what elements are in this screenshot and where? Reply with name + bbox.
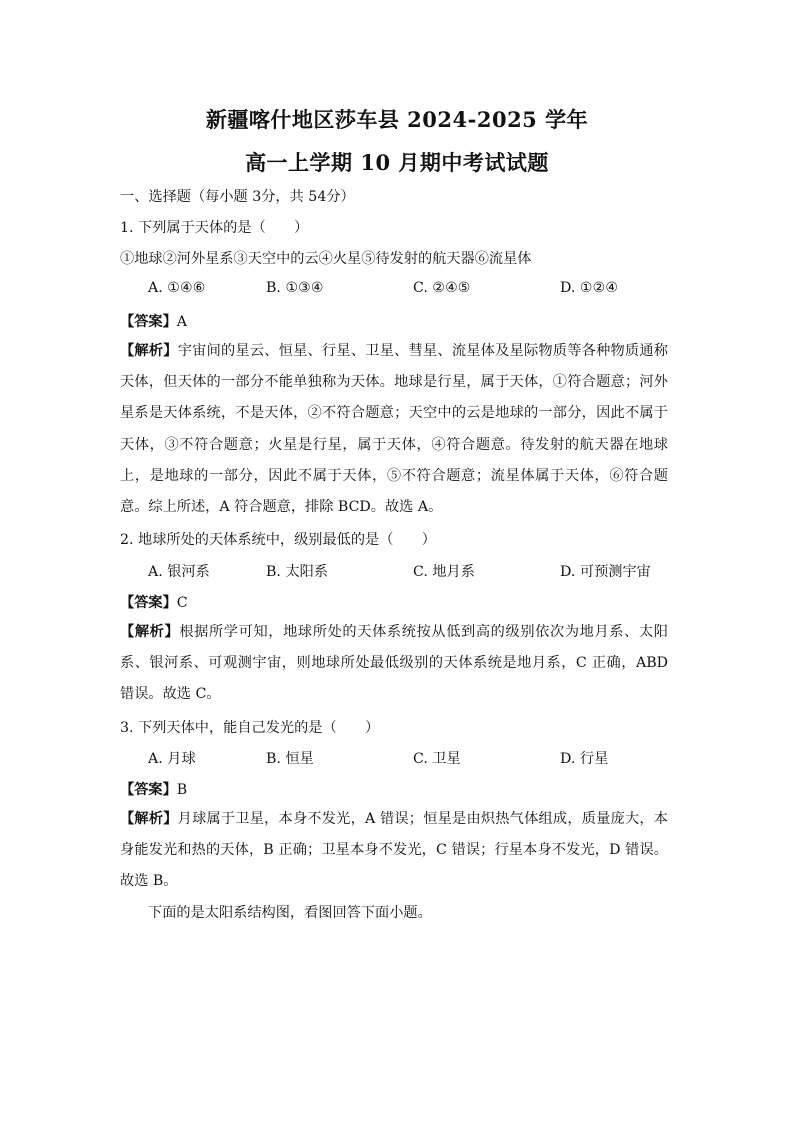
q3-option-c: C. 卫星 xyxy=(413,751,461,767)
q1-analysis xyxy=(120,336,668,523)
section-heading: 一、选择题（每小题 3分，共 54分） xyxy=(120,189,355,205)
q3-stem: 3. 下列天体中，能自己发光的是（ ） xyxy=(120,720,380,736)
q2-option-c: C. 地月系 xyxy=(413,564,475,580)
q1-answer xyxy=(120,311,187,331)
q3-option-d: D. 行星 xyxy=(560,751,609,767)
q1-option-b: B. ①③④ xyxy=(266,280,324,296)
q2-answer xyxy=(120,592,188,612)
q3-analysis xyxy=(120,804,668,898)
q3-option-a: A. 月球 xyxy=(148,751,196,767)
q2-option-d: D. 可预测宇宙 xyxy=(560,564,651,580)
q2-option-a: A. 银河系 xyxy=(148,564,210,580)
analysis-text: 根据所学可知，地球所处的天体系统按从低到高的级别依次为地月系、太阳系、银河系、可观测宇宙，则地球所处最低级别的天体系统是地月系，C 正确，ABD 错误。故选 C。 xyxy=(120,624,668,703)
analysis-label: 【解析】 xyxy=(120,624,180,640)
analysis-label: 【解析】 xyxy=(120,811,178,827)
answer-value: A xyxy=(176,314,188,330)
title-line-1: 新疆喀什地区莎车县 2024-2025 学年 xyxy=(205,107,589,132)
analysis-label: 【解析】 xyxy=(120,343,178,359)
q3-option-b: B. 恒星 xyxy=(266,751,314,767)
q1-stem: 1. 下列属于天体的是（ ） xyxy=(120,220,309,236)
answer-value: B xyxy=(176,782,188,798)
q2-analysis xyxy=(120,617,668,711)
analysis-text: 月球属于卫星，本身不发光，A 错误；恒星是由炽热气体组成，质量庞大，本身能发光和热的天体，B 正确；卫星本身不发光，C 错误；行星本身不发光，D 错误。故选 B。 xyxy=(120,811,668,890)
q3-answer xyxy=(120,779,187,799)
answer-value: C xyxy=(176,595,188,611)
q1-option-c: C. ②④⑤ xyxy=(413,280,471,296)
analysis-text: 宇宙间的星云、恒星、行星、卫星、彗星、流星体及星际物质等各种物质通称天体，但天体的一部分不能单独称为天体。地球是行星，属于天体，①符合题意；河外星系是天体系统，不是天体，②不符合题意；天空中的云是地球的一部分，因此不属于天体，③不符合题意；火星是行星，属于天体，④符合题意。待发射的航天器在地球上，是地球的一部分，因此不属于天体，⑤不符合题意；流星体属于天体，⑥符合题意。综上所述，A 符合题意，排除 BCD。故选 A。 xyxy=(120,343,668,516)
answer-label: 【答案】 xyxy=(120,782,177,798)
figure-intro: 下面的是太阳系结构图，看图回答下面小题。 xyxy=(148,905,432,921)
q1-option-a: A. ①④⑥ xyxy=(148,280,206,296)
q2-option-b: B. 太阳系 xyxy=(266,564,329,580)
answer-label: 【答案】 xyxy=(120,595,177,611)
answer-label: 【答案】 xyxy=(120,314,177,330)
q2-stem: 2. 地球所处的天体系统中，级别最低的是（ ） xyxy=(120,532,436,548)
q1-option-d: D. ①②④ xyxy=(560,280,619,296)
q1-items: ①地球②河外星系③天空中的云④火星⑤待发射的航天器⑥流星体 xyxy=(120,251,532,267)
title-line-2: 高一上学期 10 月期中考试试题 xyxy=(245,150,549,175)
